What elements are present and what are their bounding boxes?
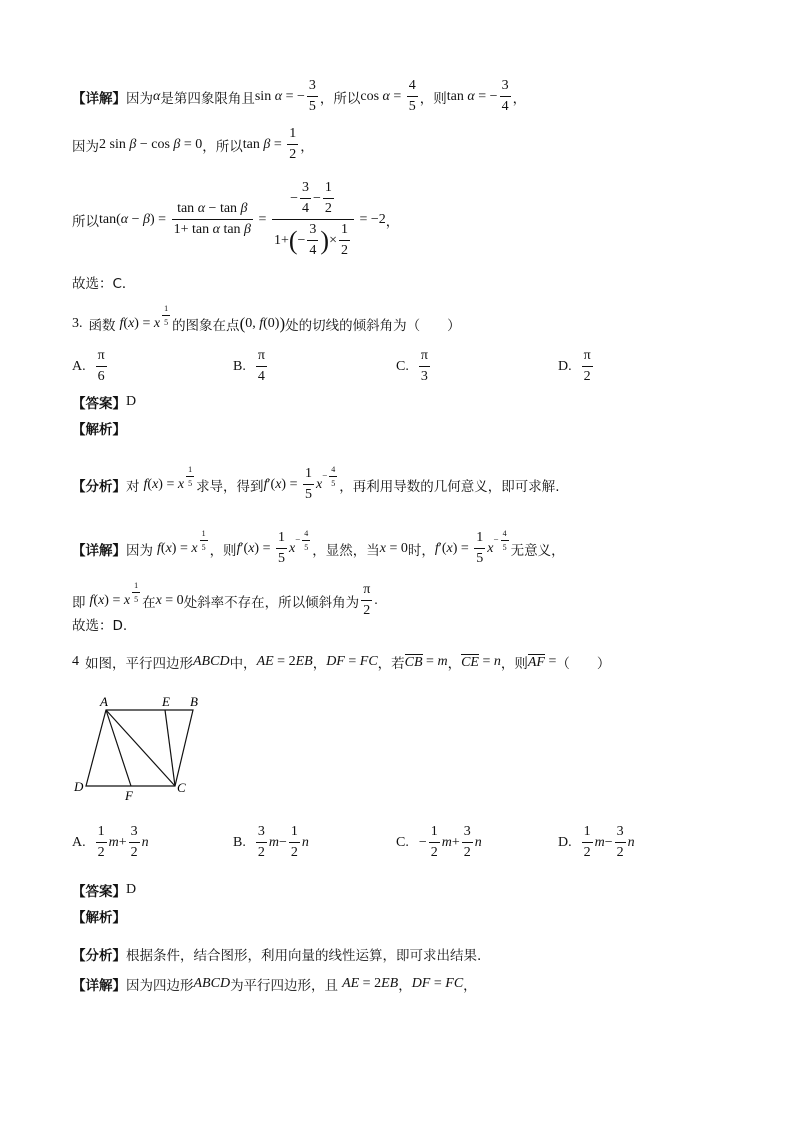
fraction: $\frac{3}{2}$ <box>463 824 471 860</box>
option-letter: C. <box>396 358 409 374</box>
math: 0, <box>245 315 260 331</box>
text: 根据条件，结合图形，利用向量的线性运算，即可求出结果. <box>126 948 482 964</box>
q4-option-c[interactable] <box>396 824 482 861</box>
text: 函数 <box>88 317 116 334</box>
q4-xiangjie <box>72 974 477 994</box>
math: ) = <box>281 476 301 492</box>
math: β <box>169 136 181 152</box>
math: β <box>143 211 151 227</box>
q3-answer <box>72 392 136 412</box>
text: ，所以 <box>319 90 361 107</box>
text: ，则 <box>419 90 447 107</box>
math: − <box>418 834 427 850</box>
fraction: $\frac{4}{5}$ <box>408 78 416 114</box>
math: + <box>451 834 460 850</box>
math: tan <box>242 136 260 152</box>
analysis-label: 【解析】 <box>72 422 126 438</box>
fraction <box>96 348 107 385</box>
q4-option-b[interactable] <box>233 824 309 861</box>
math: x <box>165 540 172 556</box>
math: x <box>275 476 282 492</box>
fraction: $\frac{1}{5}$ <box>277 530 285 566</box>
math: ) = <box>158 476 178 492</box>
math: = 0 <box>180 136 203 152</box>
segment-ac <box>106 710 175 786</box>
math: f <box>236 540 241 556</box>
math: m <box>594 834 605 850</box>
detail-line-3 <box>72 180 399 259</box>
text: ， <box>300 138 314 155</box>
math: + <box>118 834 127 850</box>
math: = 0 <box>161 592 184 608</box>
option-numerator: π <box>583 348 591 363</box>
math: = − <box>474 88 498 104</box>
math: ′( <box>267 476 276 492</box>
math: − <box>278 834 287 850</box>
option-denominator: 6 <box>96 366 107 385</box>
q3-option-a[interactable] <box>72 348 109 385</box>
math: = <box>389 88 405 104</box>
text: ， <box>447 656 462 672</box>
option-letter: B. <box>233 834 246 850</box>
math: x <box>123 592 131 608</box>
math: CE <box>461 654 479 670</box>
fraction: $\frac{1}{2}$ <box>430 824 438 860</box>
math: = <box>270 136 286 152</box>
math: ( <box>160 540 166 556</box>
text: ， <box>463 978 477 994</box>
detail-label: 【详解】 <box>72 90 126 107</box>
option-letter: C. <box>396 834 409 850</box>
math: DF <box>411 976 431 991</box>
text: 求导，得到 <box>196 478 264 495</box>
detail-label: 【详解】 <box>72 978 126 994</box>
fraction: $\frac{3}{2}$ <box>130 824 138 860</box>
math: EB <box>381 976 399 991</box>
math: ′( <box>438 540 447 556</box>
parallelogram-figure <box>70 690 210 802</box>
math: f <box>119 315 124 331</box>
option-denominator: 4 <box>256 366 267 385</box>
answer-value: D <box>126 394 137 409</box>
detail-line-2 <box>72 126 314 163</box>
math: CB <box>404 654 423 670</box>
math: n <box>141 834 149 850</box>
option-numerator: π <box>257 348 265 363</box>
math: (0) <box>263 315 280 331</box>
fraction: $\frac{1}{2}$ <box>289 126 297 162</box>
text: 处的切线的倾斜角为（ ） <box>285 317 461 334</box>
math: − cos <box>136 136 170 152</box>
text: ，则 <box>500 656 528 672</box>
math: ( <box>147 476 153 492</box>
answer-value: D <box>126 882 137 897</box>
math: DF <box>326 654 345 669</box>
text: 即 <box>72 594 86 611</box>
math: β <box>125 136 137 152</box>
math: n <box>493 654 501 669</box>
parallelogram-outline <box>86 710 193 786</box>
text: 为平行四边形，且 <box>230 978 339 994</box>
math: n <box>474 834 482 850</box>
math: FC <box>359 654 378 669</box>
math: x <box>315 476 323 492</box>
q4-option-d[interactable] <box>558 824 635 861</box>
text: 因为 <box>72 138 99 155</box>
fraction: $\frac{3}{5}$ <box>308 78 316 114</box>
math: ABCD <box>193 976 231 991</box>
option-letter: B. <box>233 358 246 374</box>
fenxi-label: 【分析】 <box>72 948 126 964</box>
analysis-label: 【解析】 <box>72 910 126 926</box>
fraction <box>419 348 430 385</box>
label-f: F <box>125 788 133 802</box>
fraction: $\frac{1}{5}$ <box>476 530 484 566</box>
math: f <box>157 540 161 556</box>
math: f <box>89 592 94 608</box>
math: = <box>544 654 557 669</box>
math: x <box>379 540 386 556</box>
segment-af <box>106 710 131 786</box>
math: x <box>288 540 296 556</box>
math: cos <box>360 88 380 104</box>
math: ( <box>93 592 99 608</box>
math: f <box>259 315 264 331</box>
math: α <box>379 88 390 104</box>
text: 如图，平行四边形 <box>85 656 193 672</box>
math: AE <box>256 654 274 669</box>
math: ) = <box>134 315 154 331</box>
math: ) = <box>254 540 274 556</box>
math: tan( <box>99 211 121 227</box>
text: ， <box>312 656 327 672</box>
fraction <box>582 348 593 385</box>
segment-ec <box>165 710 175 786</box>
option-numerator: π <box>420 348 428 363</box>
fenxi-label: 【分析】 <box>72 478 126 495</box>
math: = − <box>282 88 305 104</box>
option-letter: A. <box>72 834 86 850</box>
math: m <box>268 834 279 850</box>
option-denominator: 2 <box>582 366 593 385</box>
q4-stem <box>72 652 610 672</box>
question-number: 4 <box>72 654 79 669</box>
text: ，若 <box>377 656 405 672</box>
text: 因为四边形 <box>126 978 194 994</box>
q4-answer <box>72 880 136 900</box>
label-d: D <box>74 779 84 794</box>
text: 是第四象限角且 <box>160 90 255 107</box>
math: ′( <box>240 540 249 556</box>
fraction: $\frac{3}{2}$ <box>257 824 265 860</box>
fraction: $\frac{1}{2}$ <box>290 824 298 860</box>
math: = 2 <box>273 654 296 669</box>
text: 时， <box>407 542 435 559</box>
math: 2 sin <box>99 136 126 152</box>
q3-option-b[interactable] <box>233 348 269 385</box>
math: n <box>627 834 635 850</box>
math: f <box>434 540 439 556</box>
math: $\frac{1}{5}$ <box>201 529 206 552</box>
math: x <box>487 540 494 556</box>
math: = −2 <box>356 211 386 227</box>
math: tan <box>446 88 464 104</box>
q3-stem <box>72 304 461 335</box>
math: x <box>98 592 105 608</box>
math: AF <box>527 654 545 670</box>
text: ， <box>512 90 527 107</box>
math: x <box>248 540 255 556</box>
fraction: $\frac{1}{2}$ <box>583 824 591 860</box>
math: AE <box>342 976 360 991</box>
question-number: 3. <box>72 315 83 331</box>
option-letter: D. <box>558 834 572 850</box>
text: . <box>374 592 378 608</box>
math: ( <box>123 315 129 331</box>
text: ，所以 <box>202 138 243 155</box>
conclusion-text: 故选：C． <box>72 276 136 292</box>
math: m <box>437 654 448 669</box>
math: n <box>301 834 309 850</box>
math: $\frac{1}{5}$ <box>188 465 193 488</box>
text: ，显然，当 <box>312 542 380 559</box>
math: α <box>271 88 283 104</box>
math: = <box>430 976 446 991</box>
q3-ji <box>72 582 378 619</box>
math: = 2 <box>359 976 382 991</box>
math: = <box>344 654 360 669</box>
math: m <box>108 834 119 850</box>
math: x <box>191 540 198 556</box>
math: x <box>153 315 161 331</box>
math: $\frac{1}{5}$ <box>134 581 139 604</box>
math: − $\frac{4}{5}$ <box>322 465 336 488</box>
math: ( <box>239 313 246 333</box>
option-denominator: 3 <box>419 366 430 385</box>
q3-fenxi <box>72 466 560 503</box>
text: ，再利用导数的几何意义，即可求解. <box>339 478 560 495</box>
math: = <box>478 654 494 669</box>
math: ) = <box>104 592 124 608</box>
q3-option-c[interactable] <box>396 348 432 385</box>
detail-label: 【详解】 <box>72 542 126 559</box>
fraction: $\frac{\text{tan α − tan β}}{\text{1+ tan α tan β}}$ <box>173 201 252 237</box>
math: x <box>152 476 159 492</box>
math: x <box>128 315 135 331</box>
math: α <box>463 88 475 104</box>
math: ABCD <box>193 654 230 669</box>
fraction: $\frac{3}{2}$ <box>616 824 624 860</box>
math: FC <box>445 976 464 991</box>
text: 所以 <box>72 213 99 230</box>
text: 中， <box>229 656 257 672</box>
math: ) = <box>150 211 170 227</box>
math: − $\frac{4}{5}$ <box>295 529 309 552</box>
fraction: $\frac{1}{2}$ <box>97 824 105 860</box>
text: 的图象在点 <box>172 317 240 334</box>
math: − <box>128 211 144 227</box>
math: α <box>120 211 129 227</box>
text: 对 <box>126 478 140 495</box>
fraction: $\frac{1}{5}$ <box>304 466 312 502</box>
math: = <box>422 654 438 669</box>
math: x <box>446 540 453 556</box>
label-e: E <box>162 694 170 709</box>
text: 在 <box>142 594 156 611</box>
option-numerator: π <box>97 348 105 363</box>
math: ) = <box>171 540 192 556</box>
q4-option-a[interactable] <box>72 824 149 861</box>
option-letter: D. <box>558 358 572 374</box>
math: f <box>263 476 268 492</box>
math: = <box>255 211 270 227</box>
math: α <box>153 88 161 104</box>
math: x <box>155 592 162 608</box>
math: x <box>177 476 185 492</box>
math: ) <box>279 313 286 333</box>
detail-line-1 <box>72 78 526 115</box>
label-b: B <box>190 694 198 709</box>
label-a: A <box>100 694 108 709</box>
math: $\frac{1}{5}$ <box>164 304 169 327</box>
math: ) = <box>452 540 473 556</box>
text: 处斜率不存在，所以倾斜角为 <box>183 594 360 611</box>
math: − $\frac{4}{5}$ <box>493 529 507 552</box>
answer-label: 【答案】 <box>72 396 126 412</box>
text: ， <box>398 978 412 994</box>
text: ， <box>385 213 400 230</box>
math: f <box>143 476 148 492</box>
fraction: $\frac{\pi}{2}$ <box>363 582 371 618</box>
fraction <box>256 348 267 385</box>
q3-option-d[interactable] <box>558 348 595 385</box>
option-letter: A. <box>72 358 86 374</box>
q3-xiangjie <box>72 530 565 567</box>
math: − <box>604 834 613 850</box>
math: sin <box>254 88 272 104</box>
math: EB <box>295 654 313 669</box>
text: 因为 <box>126 542 153 559</box>
math: = 0 <box>385 540 408 556</box>
conclusion-text: 故选：D. <box>72 618 128 634</box>
fraction: − $\frac{3}{4}$ − $\frac{1}{2}$ 1+ ( − $\frac{3}{4}$ ) × $\frac{1}{2}$ <box>272 180 354 259</box>
math: m <box>441 834 452 850</box>
label-c: C <box>177 780 186 795</box>
text: 无意义， <box>510 542 565 559</box>
q4-fenxi <box>72 944 481 964</box>
fraction: $\frac{3}{4}$ <box>501 78 509 114</box>
text: （ ） <box>556 656 611 672</box>
text: 因为 <box>126 90 153 107</box>
math: β <box>259 136 271 152</box>
text: ，则 <box>209 542 237 559</box>
answer-label: 【答案】 <box>72 884 126 900</box>
